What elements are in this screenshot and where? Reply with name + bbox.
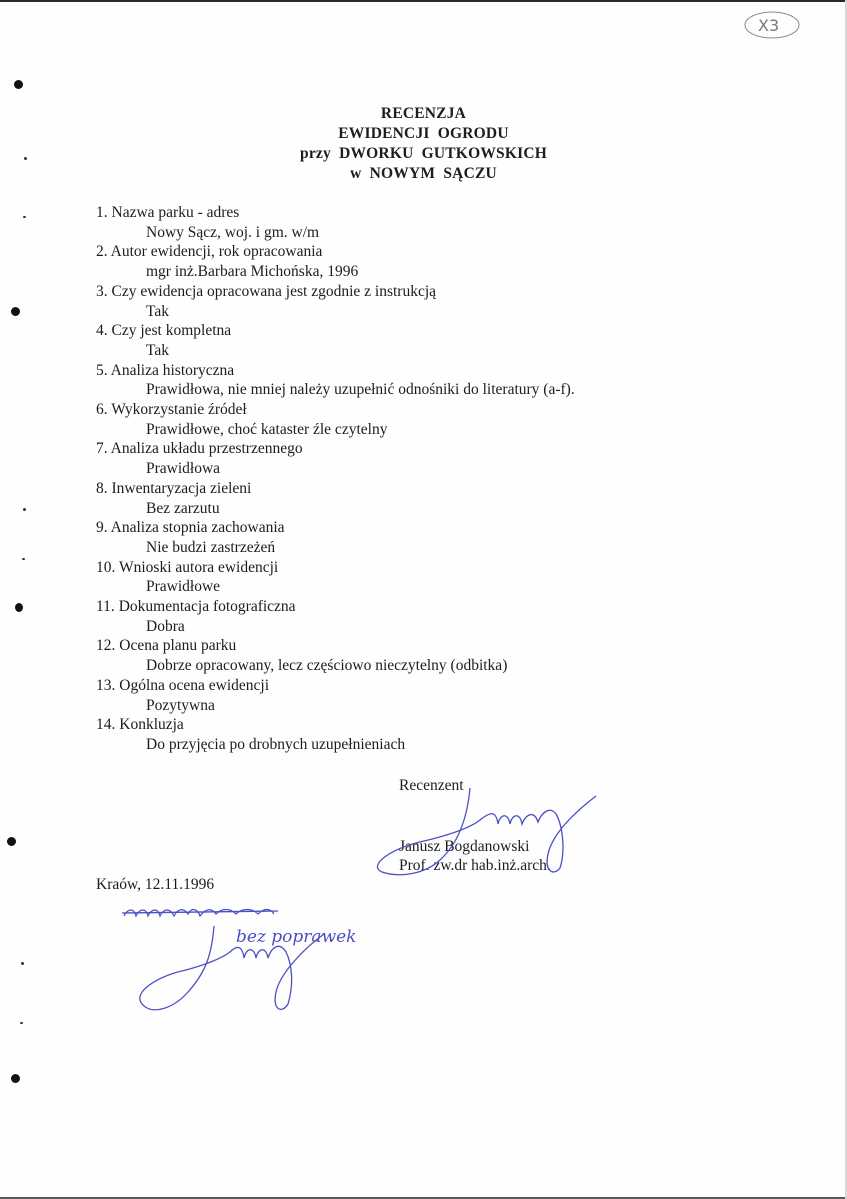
- item-number: 9.: [96, 519, 108, 537]
- review-item: [96, 518, 575, 557]
- scan-speck: [20, 1022, 23, 1024]
- item-question: Wykorzystanie źródeł: [111, 401, 247, 419]
- review-item: [96, 282, 575, 321]
- review-item: [96, 558, 575, 597]
- item-number: 14.: [96, 716, 116, 734]
- item-answer: Dobrze opracowany, lecz częściowo nieczytelny (odbitka): [146, 657, 508, 675]
- review-items-list: [96, 203, 575, 755]
- item-answer: Tak: [146, 341, 170, 359]
- item-number: 11.: [96, 598, 115, 616]
- item-question: Ogólna ocena ewidencji: [119, 676, 270, 694]
- svg-text:X3: X3: [758, 16, 780, 35]
- review-item: [96, 439, 575, 478]
- item-number: 1.: [96, 204, 108, 221]
- corner-mark-x3: [742, 10, 802, 40]
- scan-speck: [23, 508, 26, 511]
- item-number: 2.: [96, 243, 108, 261]
- title-line-4: w NOWYM SĄCZU: [350, 165, 497, 182]
- scan-speck: [21, 962, 24, 965]
- item-answer: Prawidłowe, choć kataster źle czytelny: [146, 420, 388, 438]
- review-item: [96, 479, 575, 518]
- review-item: [96, 636, 575, 675]
- item-answer: Nie budzi zastrzeżeń: [146, 538, 276, 556]
- punch-hole: [15, 603, 23, 612]
- item-question: Analiza układu przestrzennego: [110, 440, 303, 458]
- item-question: Analiza historyczna: [110, 361, 235, 379]
- reviewer-label: Recenzent: [399, 777, 464, 794]
- review-item: [96, 321, 575, 360]
- title-line-1: RECENZJA: [380, 105, 467, 122]
- item-number: 12.: [96, 637, 116, 655]
- item-number: 8.: [96, 479, 108, 497]
- item-answer: Nowy Sącz, woj. i gm. w/m: [146, 223, 320, 241]
- title-line-3: przy DWORKU GUTKOWSKICH: [300, 145, 547, 162]
- item-question: Autor ewidencji, rok opracowania: [110, 243, 323, 261]
- item-answer: Prawidłowa, nie mniej należy uzupełnić odnośniki do literatury (a-f).: [146, 381, 575, 399]
- item-number: 3.: [96, 282, 108, 300]
- item-answer: Prawidłowa: [146, 460, 221, 478]
- item-answer: Dobra: [146, 617, 185, 635]
- item-number: 4.: [96, 322, 108, 340]
- item-number: 6.: [96, 401, 108, 419]
- item-question: Nazwa parku - adres: [111, 204, 240, 221]
- item-answer: mgr inż.Barbara Michońska, 1996: [146, 263, 359, 281]
- review-item: [96, 203, 575, 242]
- scan-speck: [23, 216, 26, 218]
- handwritten-note: bez poprawek: [236, 927, 357, 947]
- review-item: [96, 400, 575, 439]
- punch-hole: [11, 307, 20, 316]
- item-answer: Prawidłowe: [146, 578, 221, 596]
- review-item: [96, 242, 575, 281]
- item-question: Inwentaryzacja zieleni: [111, 479, 252, 497]
- item-answer: Bez zarzutu: [146, 499, 220, 517]
- item-number: 7.: [96, 440, 108, 458]
- item-number: 10.: [96, 558, 116, 576]
- item-number: 13.: [96, 676, 116, 694]
- punch-hole: [7, 837, 16, 846]
- handwritten-note-and-signature: [118, 900, 368, 1020]
- title-line-2: EWIDENCJI OGRODU: [338, 125, 509, 142]
- reviewer-title: Prof. zw.dr hab.inż.arch.: [399, 857, 551, 874]
- review-item: [96, 715, 575, 754]
- review-item: [96, 676, 575, 715]
- item-question: Czy jest kompletna: [111, 322, 232, 340]
- item-answer: Tak: [146, 302, 170, 320]
- item-question: Analiza stopnia zachowania: [110, 519, 285, 537]
- item-answer: Do przyjęcia po drobnych uzupełnieniach: [146, 735, 406, 753]
- item-question: Dokumentacja fotograficzna: [118, 598, 296, 616]
- item-question: Wnioski autora ewidencji: [118, 558, 279, 576]
- item-question: Konkluzja: [119, 716, 184, 734]
- scan-top-edge: [0, 0, 847, 2]
- item-question: Ocena planu parku: [119, 637, 237, 655]
- scan-speck: [22, 558, 25, 560]
- item-question: Czy ewidencja opracowana jest zgodnie z instrukcją: [111, 282, 437, 300]
- item-number: 5.: [96, 361, 108, 379]
- review-item: [96, 597, 575, 636]
- item-answer: Pozytywna: [146, 696, 215, 714]
- document-title: [0, 104, 847, 184]
- reviewer-block: [399, 776, 551, 876]
- place-date: Kraów, 12.11.1996: [96, 876, 215, 893]
- punch-hole: [11, 1074, 20, 1083]
- reviewer-name: Janusz Bogdanowski: [399, 837, 530, 855]
- punch-hole: [14, 80, 23, 89]
- review-item: [96, 361, 575, 400]
